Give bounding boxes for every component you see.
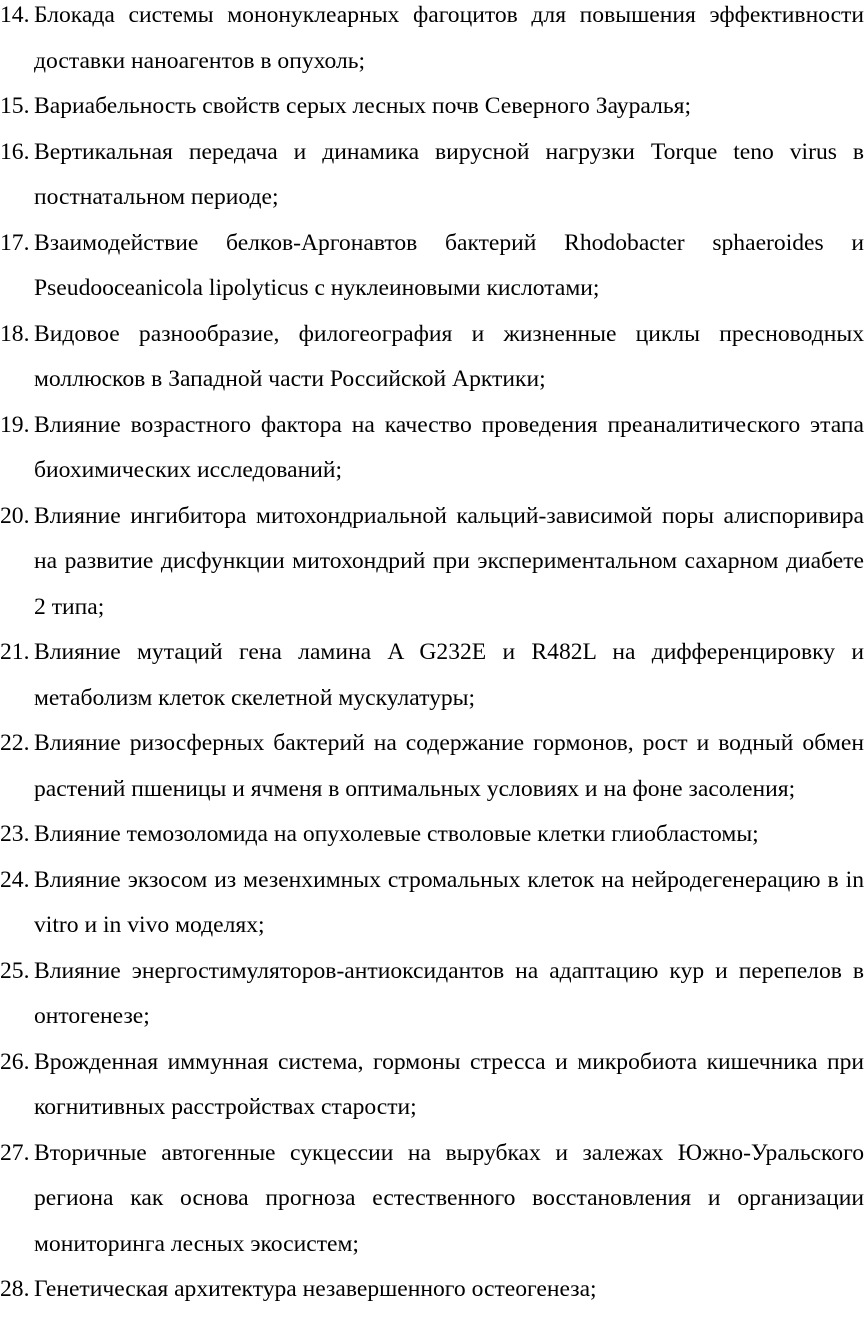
item-number: 25. [0, 957, 30, 984]
item-number: 22. [0, 730, 30, 756]
item-text: Влияние мутаций гена ламина A G232E и R482L на дифференцировку и метаболизм клеток скелетной мускулатуры; [34, 639, 864, 711]
item-text: Влияние темозоломида на опухолевые стволовые клетки глиобластомы; [34, 821, 759, 847]
item-text: Видовое разнообразие, филогеография и жизненные циклы пресноводных моллюсков в Западной части Российской Арктики; [34, 320, 864, 392]
list-item [0, 630, 864, 721]
list-item [0, 858, 864, 949]
list-item [0, 130, 864, 221]
list-item [0, 949, 864, 1040]
item-text: Вторичные автогенные сукцессии на вырубках и залежах Южно-Уральского региона как основа прогноза естественного восстановления и организации мониторинга лесных экосистем; [34, 1139, 864, 1257]
list-item [0, 1131, 864, 1268]
item-number: 28. [0, 1276, 30, 1302]
item-text: Влияние возрастного фактора на качество проведения преаналитического этапа биохимических исследований; [34, 411, 864, 483]
item-number: 17. [0, 229, 30, 256]
list-item [0, 494, 864, 631]
item-number: 21. [0, 639, 30, 665]
item-text: Генетическая архитектура незавершенного остеогенеза; [34, 1276, 597, 1302]
item-text: Врожденная иммунная система, гормоны стресса и микробиота кишечника при когнитивных расстройствах старости; [34, 1048, 864, 1120]
item-number: 23. [0, 821, 30, 847]
list-item [0, 721, 864, 812]
item-number: 15. [0, 93, 30, 119]
item-number: 18. [0, 320, 30, 347]
item-text: Взаимодействие белков-Аргонавтов бактерий Rhodobacter sphaeroides и Pseudooceanicola lipolyticus с нуклеиновыми кислотами; [34, 229, 864, 301]
list-item [0, 84, 864, 130]
list-item [0, 312, 864, 403]
item-text: Вариабельность свойств серых лесных почв Северного Зауралья; [34, 93, 692, 119]
item-number: 20. [0, 502, 30, 529]
item-number: 24. [0, 866, 30, 893]
list-item [0, 0, 864, 84]
item-text: Влияние ингибитора митохондриальной кальций-зависимой поры алиспоривира на развитие дисфункции митохондрий при экспериментальном сахарном диабете 2 типа; [34, 502, 864, 620]
list-item [0, 221, 864, 312]
item-number: 19. [0, 411, 30, 438]
item-text: Влияние энергостимуляторов-антиоксидантов на адаптацию кур и перепелов в онтогенезе; [34, 957, 864, 1029]
list-item [0, 1040, 864, 1131]
item-text: Вертикальная передача и динамика вирусной нагрузки Torque teno virus в постнатальном периоде; [34, 138, 864, 210]
item-text: Влияние экзосом из мезенхимных стромальных клеток на нейродегенерацию в in vitro и in vivo моделях; [34, 866, 864, 938]
item-number: 16. [0, 138, 30, 165]
list-item [0, 403, 864, 494]
item-number: 27. [0, 1139, 30, 1166]
item-text: Влияние ризосферных бактерий на содержание гормонов, рост и водный обмен растений пшеницы и ячменя в оптимальных условиях и на фоне засоления; [34, 730, 864, 802]
item-number: 26. [0, 1048, 30, 1075]
list-item [0, 1267, 864, 1313]
list-item [0, 812, 864, 858]
item-text: Блокада системы мононуклеарных фагоцитов для повышения эффективности доставки наноагентов в опухоль; [34, 2, 864, 74]
item-number: 14. [0, 2, 30, 28]
